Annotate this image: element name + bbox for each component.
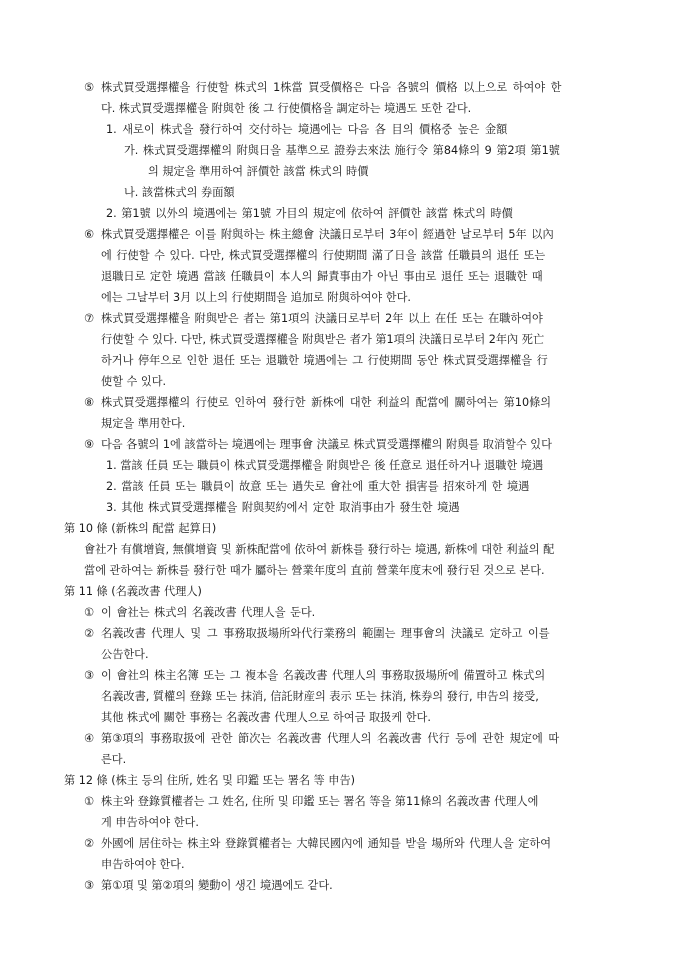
text-line: 株式買受選擇權은 이를 附與하는 株主總會 決議日로부터 3年이 經過한 날로부터 5年 以內 [101, 228, 554, 241]
text-line: 이 會社는 株式의 名義改書 代理人을 둔다. [101, 606, 316, 619]
text-line: 른다. [101, 753, 127, 766]
article-heading: 第 11 條 (名義改書 代理人) [64, 585, 202, 598]
text-line: 規定을 準用한다. [101, 417, 186, 430]
text-line: 申告하여야 한다. [101, 858, 185, 871]
list-item: 1. 當該 任員 또는 職員이 株式買受選擇權을 附與받은 後 任意로 退任하거나 退職한 境遇 [106, 459, 544, 472]
paragraph-marker: ③ [84, 669, 95, 682]
text-line: 株式買受選擇權을 行使할 株式의 1株當 買受價格은 다음 各號의 價格 以上으로 하여야 한 [101, 81, 562, 94]
sub-item: 가. 株式買受選擇權의 附與日을 基準으로 證券去來法 施行令 第84條의 9 第2項 第1號 [124, 144, 560, 157]
text-line: 第①項 및 第②項의 變動이 생긴 境遇에도 같다. [101, 879, 333, 892]
text-line: 株式買受選擇權을 附與받은 者는 第1項의 決議日로부터 2年 以上 在任 또는 在職하여야 [101, 312, 543, 325]
text-line: 게 申告하여야 한다. [101, 816, 199, 829]
paragraph-marker: ④ [84, 732, 95, 745]
text-line: 使할 수 있다. [101, 375, 167, 388]
paragraph-marker: ① [84, 606, 95, 619]
text-line: 外國에 居住하는 株主와 登錄質權者는 大韓民國內에 通知를 받을 場所와 代理人을 定하여 [101, 837, 552, 850]
text-line: 에 行使할 수 있다. 다만, 株式買受選擇權의 行使期間 滿了日을 該當 任職員의 退任 또는 [101, 249, 546, 262]
list-item: 3. 其他 株式買受選擇權을 附與契約에서 定한 取消事由가 發生한 境遇 [106, 501, 460, 514]
text-line: 名義改書 代理人 및 그 事務取扱場所와代行業務의 範圍는 理事會의 決議로 定하고 이를 [101, 627, 550, 640]
text-line: 다. 株式買受選擇權을 附與한 後 그 行使價格을 調定하는 境遇도 또한 같다. [101, 102, 472, 115]
article-heading: 第 10 條 (新株의 配當 起算日) [64, 522, 217, 535]
text-line: 會社가 有償增資, 無償增資 및 新株配當에 依하여 新株를 發行하는 境遇, 新株에 대한 利益의 配 [84, 543, 555, 556]
text-line: 다음 各號의 1에 該當하는 境遇에는 理事會 決議로 株式買受選擇權의 附與를 取消할수 있다 [101, 438, 552, 451]
paragraph-marker: ⑨ [84, 438, 95, 451]
article-heading: 第 12 條 (株主 등의 住所, 姓名 및 印鑑 또는 署名 等 申告) [64, 774, 356, 787]
list-item: 2. 當該 任員 또는 職員이 故意 또는 過失로 會社에 重大한 損害를 招來하게 한 境遇 [106, 480, 530, 493]
text-line: 名義改書, 質權의 登錄 또는 抹消, 信託財産의 表示 또는 抹消, 株券의 發行, 申告의 接受, [101, 690, 539, 703]
sub-item: 의 規定을 準用하여 評價한 該當 株式의 時價 [148, 165, 369, 178]
text-line: 株主와 登錄質權者는 그 姓名, 住所 및 印鑑 또는 署名 等을 第11條의 名義改書 代理人에 [101, 795, 539, 808]
paragraph-marker: ⑧ [84, 396, 95, 409]
paragraph-marker: ⑥ [84, 228, 95, 241]
text-line: 其他 株式에 關한 事務는 名義改書 代理人으로 하여금 取扱케 한다. [101, 711, 431, 724]
text-line: 退職日로 定한 境遇 當該 任職員이 本人의 歸責事由가 아닌 事由로 退任 또는 退職한 때 [101, 270, 543, 283]
paragraph-marker: ⑦ [84, 312, 95, 325]
text-line: 公告한다. [101, 648, 149, 661]
text-line: 第③項의 事務取扱에 관한 節次는 名義改書 代理人의 名義改書 代行 등에 관한 規定에 따 [101, 732, 560, 745]
text-line: 行使할 수 있다. 다만, 株式買受選擇權을 附與받은 者가 第1項의 決議日로부터 2年內 死亡 [101, 333, 545, 346]
sub-item: 나. 該當株式의 券面額 [124, 186, 235, 199]
list-item: 2. 第1號 以外의 境遇에는 第1號 가目의 規定에 依하여 評價한 該當 株式의 時價 [106, 207, 513, 220]
text-line: 이 會社의 株主名簿 또는 그 複本을 名義改書 代理人의 事務取扱場所에 備置하고 株式의 [101, 669, 546, 682]
paragraph-marker: ② [84, 837, 95, 850]
list-item: 1. 새로이 株式을 發行하여 交付하는 境遇에는 다음 各 目의 價格중 높은 金額 [106, 123, 508, 136]
paragraph-marker: ② [84, 627, 95, 640]
text-line: 에는 그날부터 3月 以上의 行使期間을 追加로 附與하여야 한다. [101, 291, 411, 304]
paragraph-marker: ⑤ [84, 81, 95, 94]
paragraph-marker: ③ [84, 879, 95, 892]
paragraph-marker: ① [84, 795, 95, 808]
text-line: 하거나 停年으로 인한 退任 또는 退職한 境遇에는 그 行使期間 동안 株式買受選擇權을 行 [101, 354, 548, 367]
text-line: 當에 관하여는 新株를 發行한 때가 屬하는 營業年度의 直前 營業年度末에 發行된 것으로 본다. [84, 564, 545, 577]
text-line: 株式買受選擇權의 行使로 인하여 發行한 新株에 대한 利益의 配當에 關하여는 第10條의 [101, 396, 552, 409]
